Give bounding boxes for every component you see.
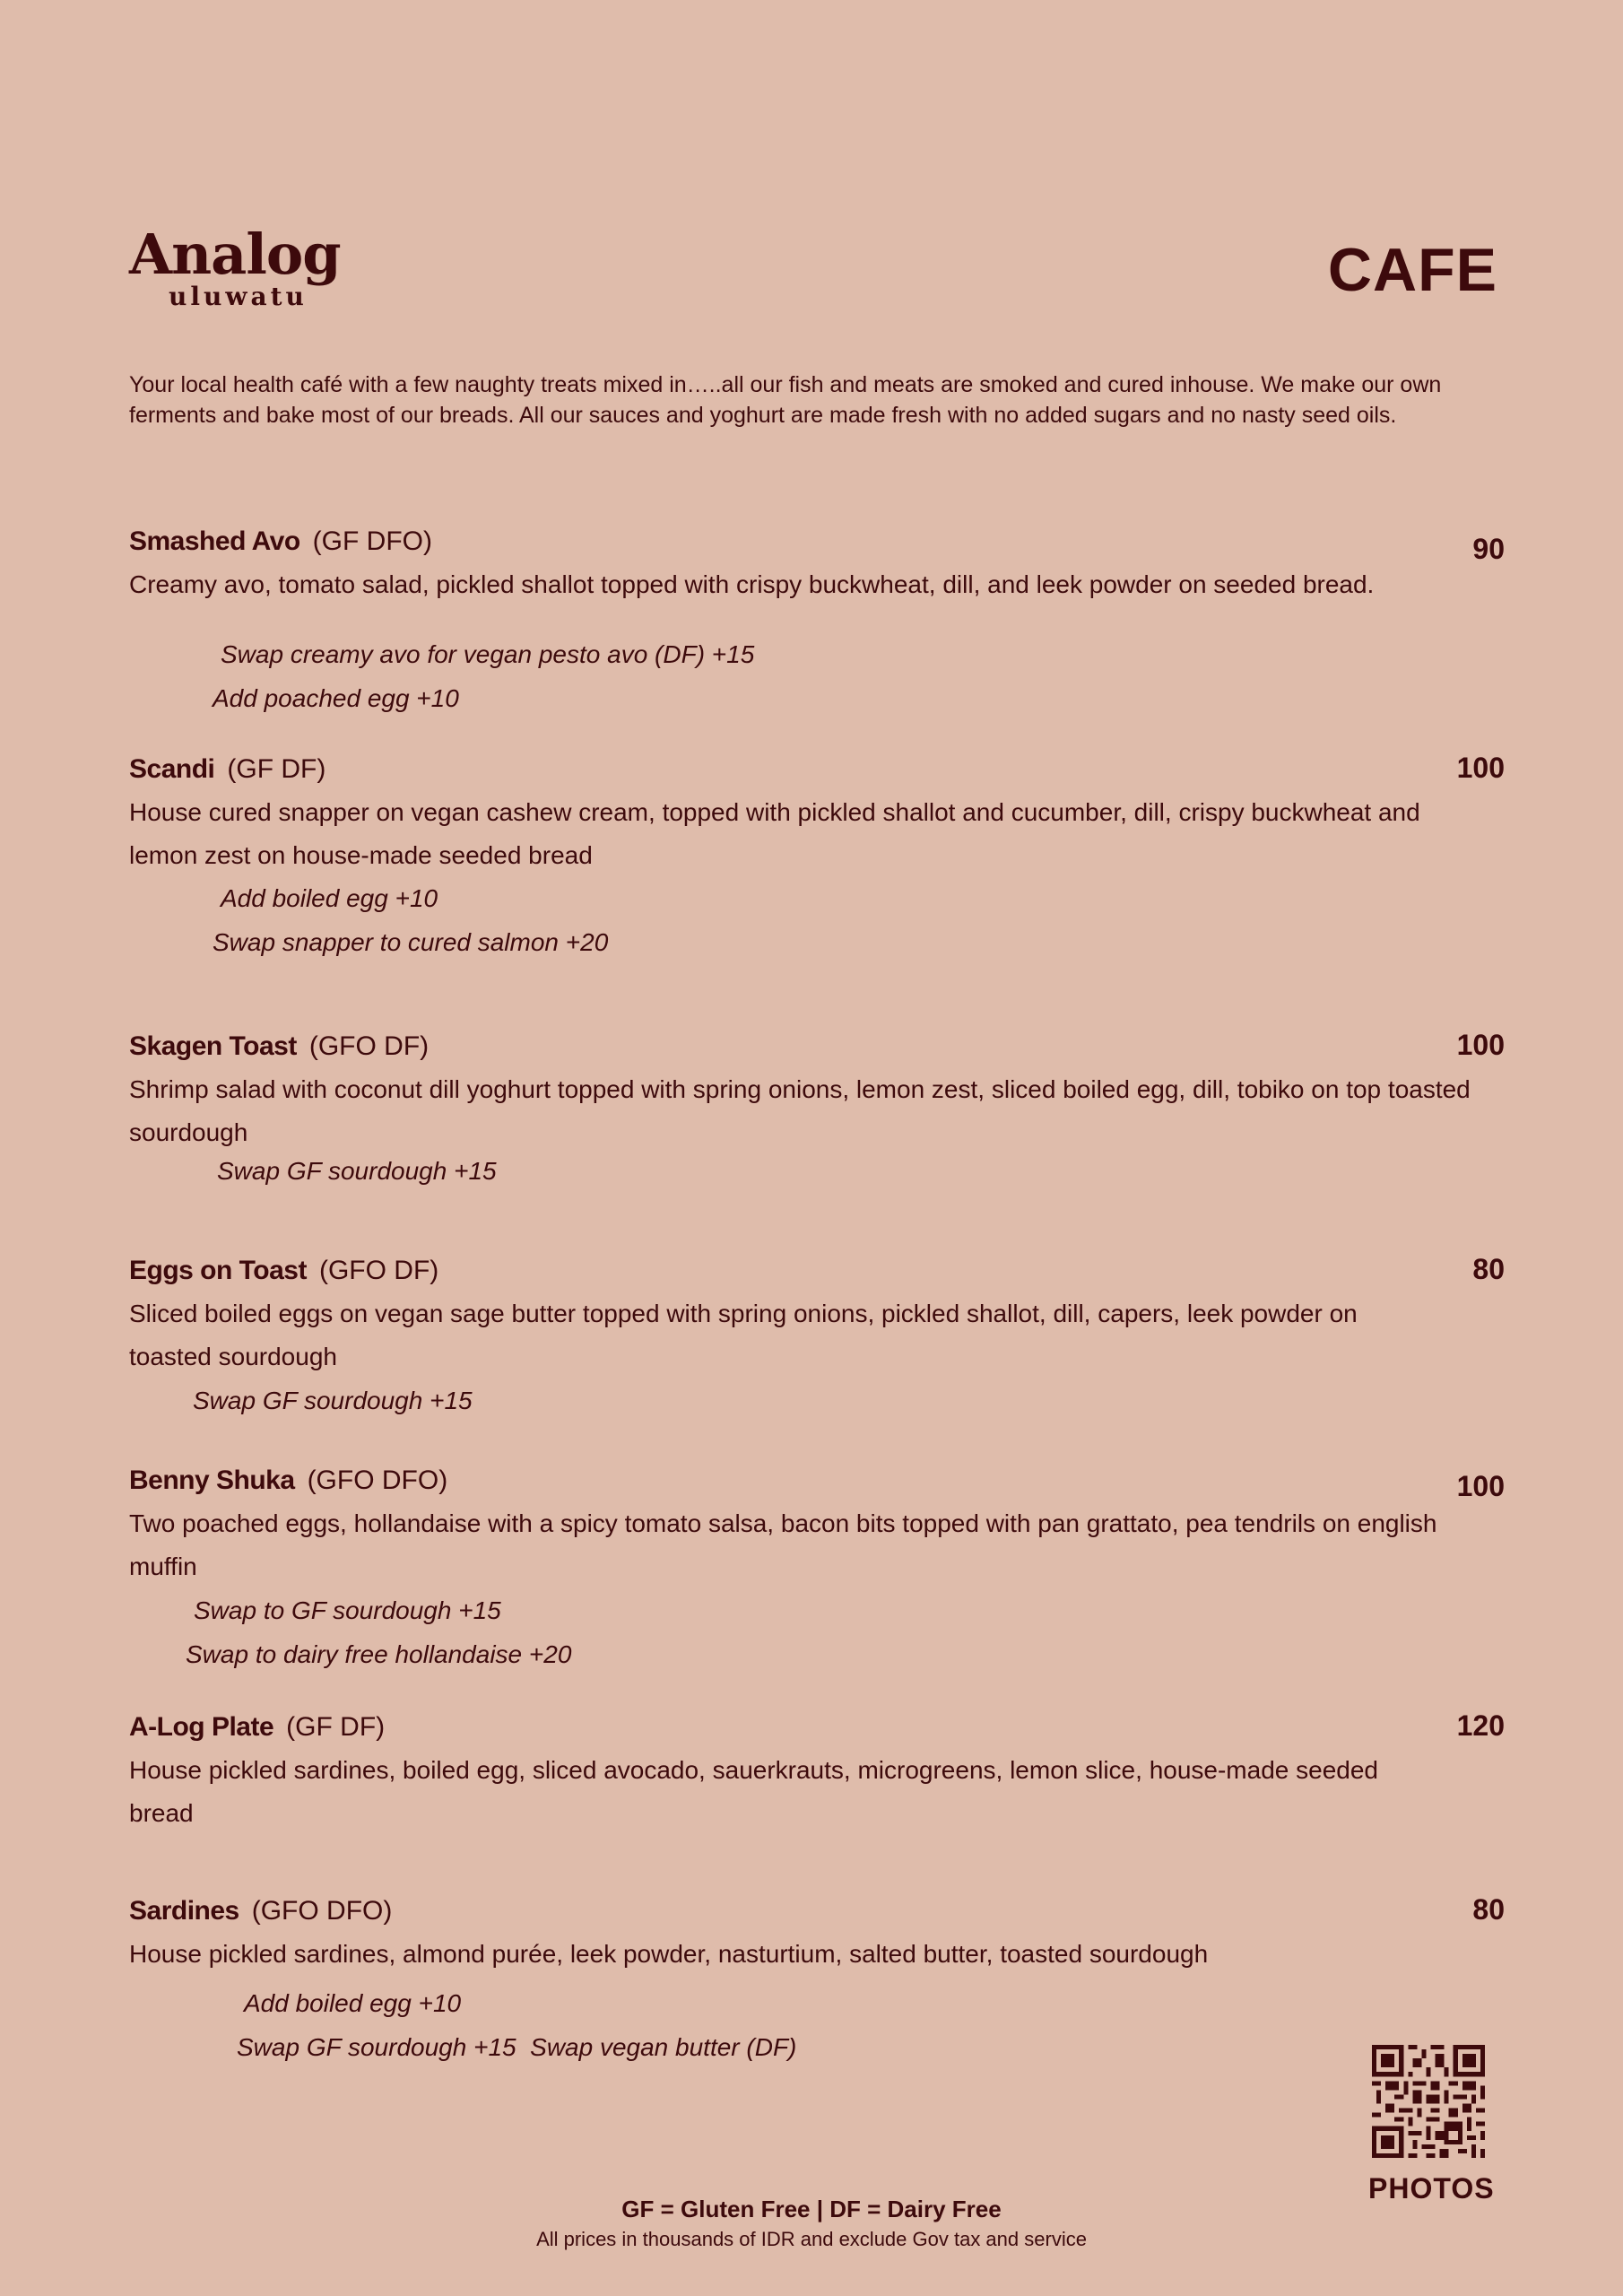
item-price: 100 (1456, 1029, 1505, 1061)
item-price: 80 (1472, 1253, 1505, 1285)
menu-item (129, 1253, 1510, 1378)
item-description: House pickled sardines, boiled egg, sliced avocado, sauerkrauts, microgreens, lemon slice, house-made seeded bread (129, 1756, 1378, 1827)
item-name: A-Log Plate (129, 1712, 274, 1742)
brand-name: Analog (129, 222, 341, 287)
item-option: Swap to dairy free hollandaise +20 (186, 1640, 572, 1668)
item-name: Eggs on Toast (129, 1256, 307, 1285)
menu-item (129, 752, 1510, 877)
item-tags: (GF DFO) (312, 526, 432, 556)
item-option: Swap snapper to cured salmon +20 (213, 928, 609, 956)
menu-item (129, 524, 1510, 606)
menu-item (129, 1709, 1510, 1835)
brand-location: uluwatu (169, 282, 308, 311)
item-description: Shrimp salad with coconut dill yoghurt topped with spring onions, lemon zest, sliced boiled egg, dill, tobiko on top toasted sourdough (129, 1075, 1471, 1146)
item-option: Add boiled egg +10 (221, 884, 438, 912)
item-tags: (GF DF) (286, 1712, 386, 1742)
item-option: Add poached egg +10 (213, 684, 459, 712)
menu-item (129, 1029, 1510, 1154)
menu-item (129, 1463, 1510, 1588)
brand-logo (129, 224, 341, 309)
item-description: House cured snapper on vegan cashew cream, topped with pickled shallot and cucumber, dill, crispy buckwheat and lemon zest on house-made seeded bread (129, 798, 1420, 869)
item-description: Creamy avo, tomato salad, pickled shallot topped with crispy buckwheat, dill, and leek powder on seeded bread. (129, 570, 1375, 598)
price-note: All prices in thousands of IDR and exclude Gov tax and service (536, 2228, 1087, 2250)
item-price: 90 (1472, 533, 1505, 565)
section-title: CAFE (1327, 236, 1497, 304)
item-option: Swap to GF sourdough +15 (194, 1596, 501, 1624)
qr-code-icon[interactable] (1372, 2045, 1485, 2158)
item-option: Add boiled egg +10 (244, 1989, 462, 2017)
item-price: 80 (1472, 1893, 1505, 1926)
item-description: Two poached eggs, hollandaise with a spicy tomato salsa, bacon bits topped with pan grattato, pea tendrils on english muffin (129, 1509, 1437, 1580)
menu-item (129, 1893, 1510, 1976)
item-option: Swap creamy avo for vegan pesto avo (DF) +15 (221, 640, 755, 668)
item-name: Smashed Avo (129, 526, 300, 556)
item-tags: (GF DF) (227, 754, 326, 784)
intro-text: Your local health café with a few naughty treats mixed in…..all our fish and meats are smoked and cured inhouse. We make our own ferments and bake most of our breads. All our sauces and yoghurt are made fresh with no added sugars and no nasty seed oils. (129, 372, 1442, 428)
item-name: Scandi (129, 754, 215, 784)
item-name: Benny Shuka (129, 1465, 295, 1495)
item-option: Swap GF sourdough +15 (217, 1157, 497, 1185)
item-price: 100 (1456, 1470, 1505, 1502)
item-description: Sliced boiled eggs on vegan sage butter topped with spring onions, pickled shallot, dill, capers, leek powder on toasted sourdough (129, 1300, 1358, 1370)
dietary-legend: GF = Gluten Free | DF = Dairy Free (621, 2196, 1002, 2222)
item-option: Swap GF sourdough +15 Swap vegan butter (DF) (237, 2033, 797, 2061)
item-price: 120 (1456, 1709, 1505, 1742)
photos-label: PHOTOS (1368, 2172, 1495, 2205)
item-tags: (GFO DFO) (307, 1465, 448, 1495)
item-tags: (GFO DF) (318, 1256, 439, 1285)
item-description: House pickled sardines, almond purée, leek powder, nasturtium, salted butter, toasted sourdough (129, 1940, 1209, 1968)
item-tags: (GFO DFO) (251, 1896, 393, 1926)
item-price: 100 (1456, 752, 1505, 784)
item-tags: (GFO DF) (308, 1031, 430, 1061)
item-option: Swap GF sourdough +15 (193, 1387, 473, 1414)
item-name: Skagen Toast (129, 1031, 297, 1061)
item-name: Sardines (129, 1896, 239, 1926)
